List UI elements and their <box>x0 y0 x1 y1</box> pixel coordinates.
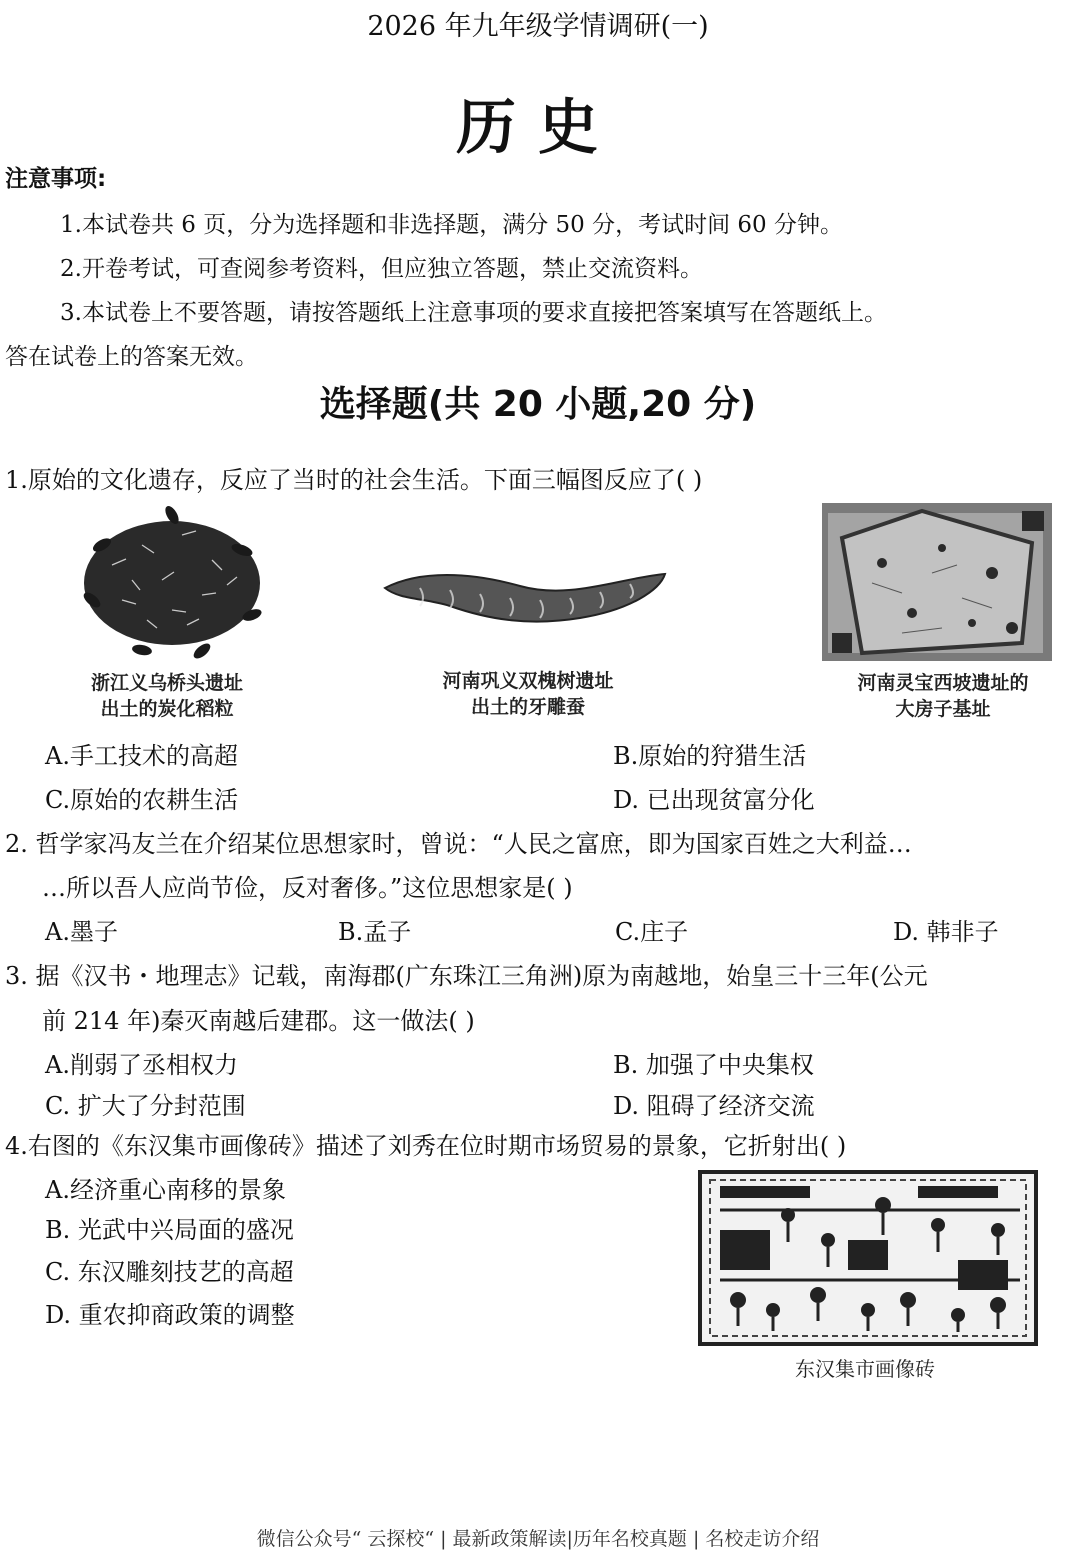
q4-option-a[interactable]: A.经济重心南移的景象 <box>45 1176 286 1204</box>
exam-title: 2026 年九年级学情调研(一) <box>367 11 709 42</box>
q3-option-c[interactable]: C. 扩大了分封范围 <box>45 1092 246 1120</box>
q2-stem-line-1: 2. 哲学家冯友兰在介绍某位思想家时，曾说：“人民之富庶，即为国家百姓之大利益… <box>5 830 912 858</box>
q1-caption-1: 浙江义乌桥头遗址 出土的炭化稻粒 <box>90 672 243 720</box>
q4-option-c[interactable]: C. 东汉雕刻技艺的高超 <box>45 1258 294 1286</box>
q2-stem-line-2: …所以吾人应尚节俭，反对奢侈。”这位思想家是( ) <box>42 874 573 902</box>
q2-option-a[interactable]: A.墨子 <box>45 918 118 946</box>
q1-option-b[interactable]: B.原始的狩猎生活 <box>613 742 807 770</box>
q4-caption: 东汉集市画像砖 <box>795 1357 935 1381</box>
q3-option-b[interactable]: B. 加强了中央集权 <box>613 1051 814 1079</box>
notice-item-3: 3.本试卷上不要答题，请按答题纸上注意事项的要求直接把答案填写在答题纸上。 <box>60 300 887 326</box>
q4-stem: 4.右图的《东汉集市画像砖》描述了刘秀在位时期市场贸易的景象，它折射出( ) <box>5 1132 847 1160</box>
q2-option-c[interactable]: C.庄子 <box>615 918 689 946</box>
q3-option-d[interactable]: D. 阻碍了经济交流 <box>613 1092 815 1120</box>
large-house-foundation-image <box>822 503 1052 661</box>
ivory-silkworm-image <box>380 560 670 640</box>
market-brick-relief-image <box>698 1170 1038 1348</box>
notice-item-2: 2.开卷考试，可查阅参考资料，但应独立答题，禁止交流资料。 <box>60 256 703 282</box>
q1-option-c[interactable]: C.原始的农耕生活 <box>45 786 239 814</box>
q3-option-a[interactable]: A.削弱了丞相权力 <box>45 1051 238 1079</box>
q4-option-b[interactable]: B. 光武中兴局面的盛况 <box>45 1216 294 1244</box>
notice-item-1: 1.本试卷共 6 页，分为选择题和非选择题，满分 50 分，考试时间 60 分钟。 <box>60 212 843 238</box>
carbonized-rice-image <box>72 505 272 660</box>
q1-caption-3: 河南灵宝西坡遗址的 大房子基址 <box>857 672 1029 720</box>
q4-option-d[interactable]: D. 重农抑商政策的调整 <box>45 1301 295 1329</box>
q2-option-b[interactable]: B.孟子 <box>338 918 412 946</box>
q1-option-a[interactable]: A.手工技术的高超 <box>45 742 238 770</box>
q1-option-d[interactable]: D. 已出现贫富分化 <box>613 786 815 814</box>
q1-stem: 1.原始的文化遗存，反应了当时的社会生活。下面三幅图反应了( ) <box>5 466 703 494</box>
subject-title: 历史 <box>456 93 620 163</box>
q2-option-d[interactable]: D. 韩非子 <box>893 918 999 946</box>
notice-heading: 注意事项: <box>5 166 107 192</box>
q3-stem-line-2: 前 214 年)秦灭南越后建郡。这一做法( ) <box>42 1007 475 1035</box>
notice-item-3-cont: 答在试卷上的答案无效。 <box>5 344 258 370</box>
footer-text: 微信公众号“ 云探校“ | 最新政策解读|历年名校真题 | 名校走访介绍 <box>256 1528 820 1550</box>
section-title: 选择题(共 20 小题,20 分) <box>319 384 757 425</box>
q1-caption-2: 河南巩义双槐树遗址 出土的牙雕蚕 <box>442 670 614 718</box>
q3-stem-line-1: 3. 据《汉书・地理志》记载，南海郡(广东珠江三角洲)原为南越地，始皇三十三年(公元 <box>5 962 928 990</box>
